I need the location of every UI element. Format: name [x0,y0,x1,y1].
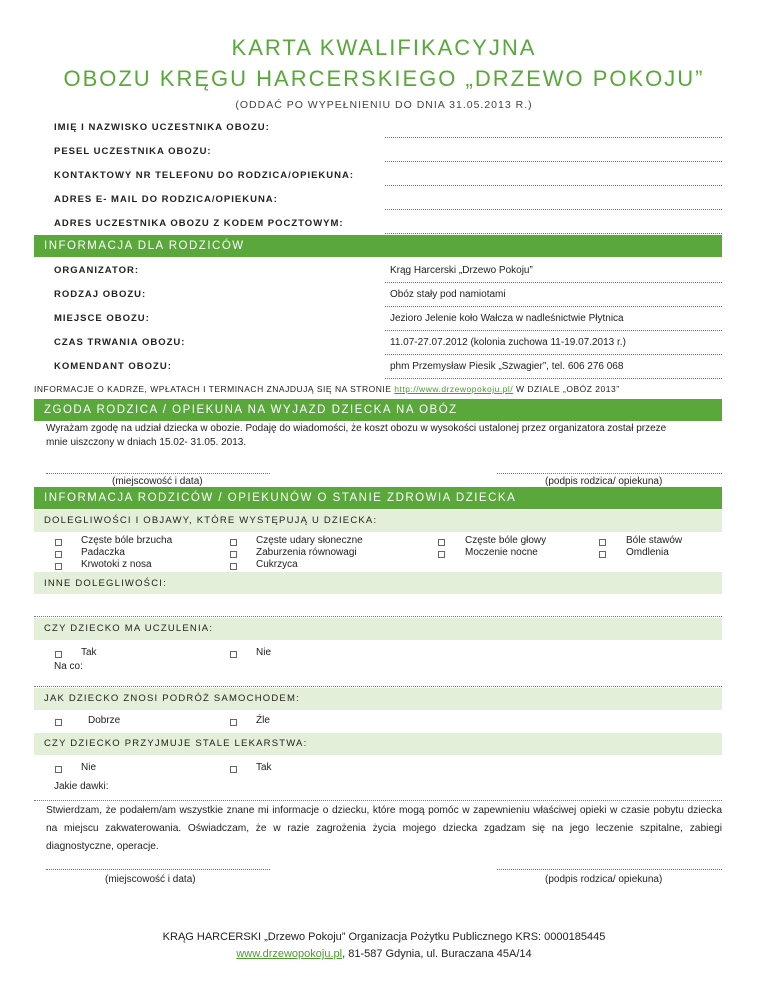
info-divider [385,330,722,331]
checkbox[interactable] [599,539,606,546]
consent-place-date-caption: (miejscowość i data) [112,476,203,487]
info-label-duration: CZAS TRWANIA OBOZU: [54,337,186,348]
info-divider [385,354,722,355]
footer-website-link[interactable]: www.drzewopokoju.pl [236,948,343,960]
checkbox[interactable] [230,719,237,726]
form-title-line2: OBOZU KRĘGU HARCERSKIEGO „DRZEWO POKOJU” [63,66,705,91]
meds-doses-label: Jakie dawki: [54,781,109,792]
allergy-yes-label: Tak [81,647,97,658]
health-signature-caption: (podpis rodzica/ opiekuna) [545,874,663,885]
info-note-text: INFORMACJE O KADRZE, WPŁATACH I TERMINACH ZNAJDUJĄ SIĘ NA STRONIE [34,384,395,394]
phone-field[interactable] [385,185,722,186]
health-signature-field[interactable] [497,869,722,870]
checkbox[interactable] [599,551,606,558]
symptom-label: Omdlenia [626,547,669,558]
footer-address-line [0,948,768,960]
form-subtitle: (ODDAĆ PO WYPEŁNIENIU DO DNIA 31.05.2013 R.) [235,99,533,111]
symptom-label: Padaczka [81,547,125,558]
symptom-label: Bóle stawów [626,535,683,546]
address-label: ADRES UCZESTNIKA OBOZU Z KODEM POCZTOWYM: [54,218,344,229]
email-label: ADRES E- MAIL DO RODZICA/OPIEKUNA: [54,194,278,205]
info-divider [385,282,722,283]
footer-address-text: , 81-587 Gdynia, ul. Buraczana 45A/14 [342,948,532,960]
info-value-place: Jezioro Jelenie koło Wałcza w nadleśnictwie Płytnica [390,313,624,324]
info-value-organizer: Krąg Harcerski „Drzewo Pokoju” [390,265,533,276]
checkbox[interactable] [55,551,62,558]
pesel-field[interactable] [385,161,722,162]
travel-good-label: Dobrze [88,715,121,726]
info-label-place: MIEJSCE OBOZU: [54,313,150,324]
checkbox[interactable] [230,563,237,570]
allergy-heading: CZY DZIECKO MA UCZULENIA: [34,618,722,640]
checkbox[interactable] [55,539,62,546]
info-value-duration: 11.07-27.07.2012 (kolonia zuchowa 11-19.07.2013 r.) [390,337,626,348]
info-divider [385,378,722,379]
health-place-date-caption: (miejscowość i data) [105,874,196,885]
phone-label: KONTAKTOWY NR TELEFONU DO RODZICA/OPIEKUNA: [54,170,355,181]
symptom-label: Częste udary słoneczne [256,535,363,546]
declaration-text: Stwierdzam, że podałem/am wszystkie znane mi informacje o dziecku, które mogą pomóc w zapewnieniu właściwej opieki w czasie pobytu dziecka na miejscu zakwaterowania. Oświadczam, że w razie zagrożenia życia mojego dziecka zgadzam się na jego leczenie szpitalne, zabiegi diagnostyczne, operacje. [46,805,722,852]
info-note-text-end: W DZIALE „OBÓZ 2013” [513,384,620,394]
travel-heading: JAK DZIECKO ZNOSI PODRÓŻ SAMOCHODEM: [34,688,722,710]
checkbox[interactable] [55,563,62,570]
allergy-no-label: Nie [256,647,272,658]
health-place-date-field[interactable] [46,869,270,870]
checkbox[interactable] [230,766,237,773]
meds-heading: CZY DZIECKO PRZYJMUJE STALE LEKARSTWA: [34,733,722,755]
info-divider [385,306,722,307]
symptom-label: Częste bóle brzucha [81,535,173,546]
info-section-header: INFORMACJA DLA RODZICÓW [34,235,722,257]
info-value-type: Obóz stały pod namiotami [390,289,506,300]
participant-name-label: IMIĘ I NAZWISKO UCZESTNIKA OBOZU: [54,122,270,133]
allergy-what-field[interactable] [34,686,722,687]
form-title: KARTA KWALIFIKACYJNA [231,35,537,60]
pesel-label: PESEL UCZESTNIKA OBOZU: [54,146,212,157]
footer-org-line: KRĄG HARCERSKI „Drzewo Pokoju” Organizacja Pożytku Publicznego KRS: 0000185445 [162,931,606,943]
consent-signature-field[interactable] [497,473,722,474]
checkbox[interactable] [230,651,237,658]
info-note [34,384,620,394]
consent-section-header: ZGODA RODZICA / OPIEKUNA NA WYJAZD DZIECKA NA OBÓZ [34,399,722,421]
health-section-header: INFORMACJA RODZICÓW / OPIEKUNÓW O STANIE ZDROWIA DZIECKA [34,487,722,509]
checkbox[interactable] [230,551,237,558]
symptom-label: Zaburzenia równowagi [256,547,357,558]
symptom-label: Cukrzyca [256,559,298,570]
allergy-what-label: Na co: [54,661,83,672]
email-field[interactable] [385,209,722,210]
travel-bad-label: Źle [256,715,270,726]
checkbox[interactable] [55,651,62,658]
other-symptoms-field[interactable] [34,616,722,617]
symptom-label: Częste bóle głowy [465,535,547,546]
consent-signature-caption: (podpis rodzica/ opiekuna) [545,476,663,487]
info-label-type: RODZAJ OBOZU: [54,289,147,300]
meds-yes-label: Tak [256,762,272,773]
symptom-label: Krwotoki z nosa [81,559,152,570]
checkbox[interactable] [230,539,237,546]
checkbox[interactable] [438,551,445,558]
checkbox[interactable] [55,719,62,726]
consent-text-line1: Wyrażam zgodę na udział dziecka w obozie. Podaję do wiadomości, że koszt obozu w wysokości ustalonej przez organizatora został przeze [46,423,667,434]
meds-no-label: Nie [81,762,97,773]
checkbox[interactable] [438,539,445,546]
address-field[interactable] [385,233,722,234]
consent-text-line2: mnie uiszczony w dniach 15.02- 31.05. 2013. [46,437,247,448]
info-label-organizer: ORGANIZATOR: [54,265,140,276]
info-note-link[interactable]: http://www.drzewopokoju.pl/ [394,384,514,394]
consent-place-date-field[interactable] [46,473,270,474]
participant-name-field[interactable] [385,137,722,138]
meds-doses-field[interactable] [34,800,722,801]
info-label-commander: KOMENDANT OBOZU: [54,361,172,372]
symptoms-heading: DOLEGLIWOŚCI I OBJAWY, KTÓRE WYSTĘPUJĄ U DZIECKA: [34,510,722,532]
checkbox[interactable] [55,766,62,773]
other-symptoms-heading: INNE DOLEGLIWOŚCI: [34,572,722,594]
info-value-commander: phm Przemysław Piesik „Szwagier”, tel. 606 276 068 [390,361,624,372]
symptom-label: Moczenie nocne [465,547,538,558]
